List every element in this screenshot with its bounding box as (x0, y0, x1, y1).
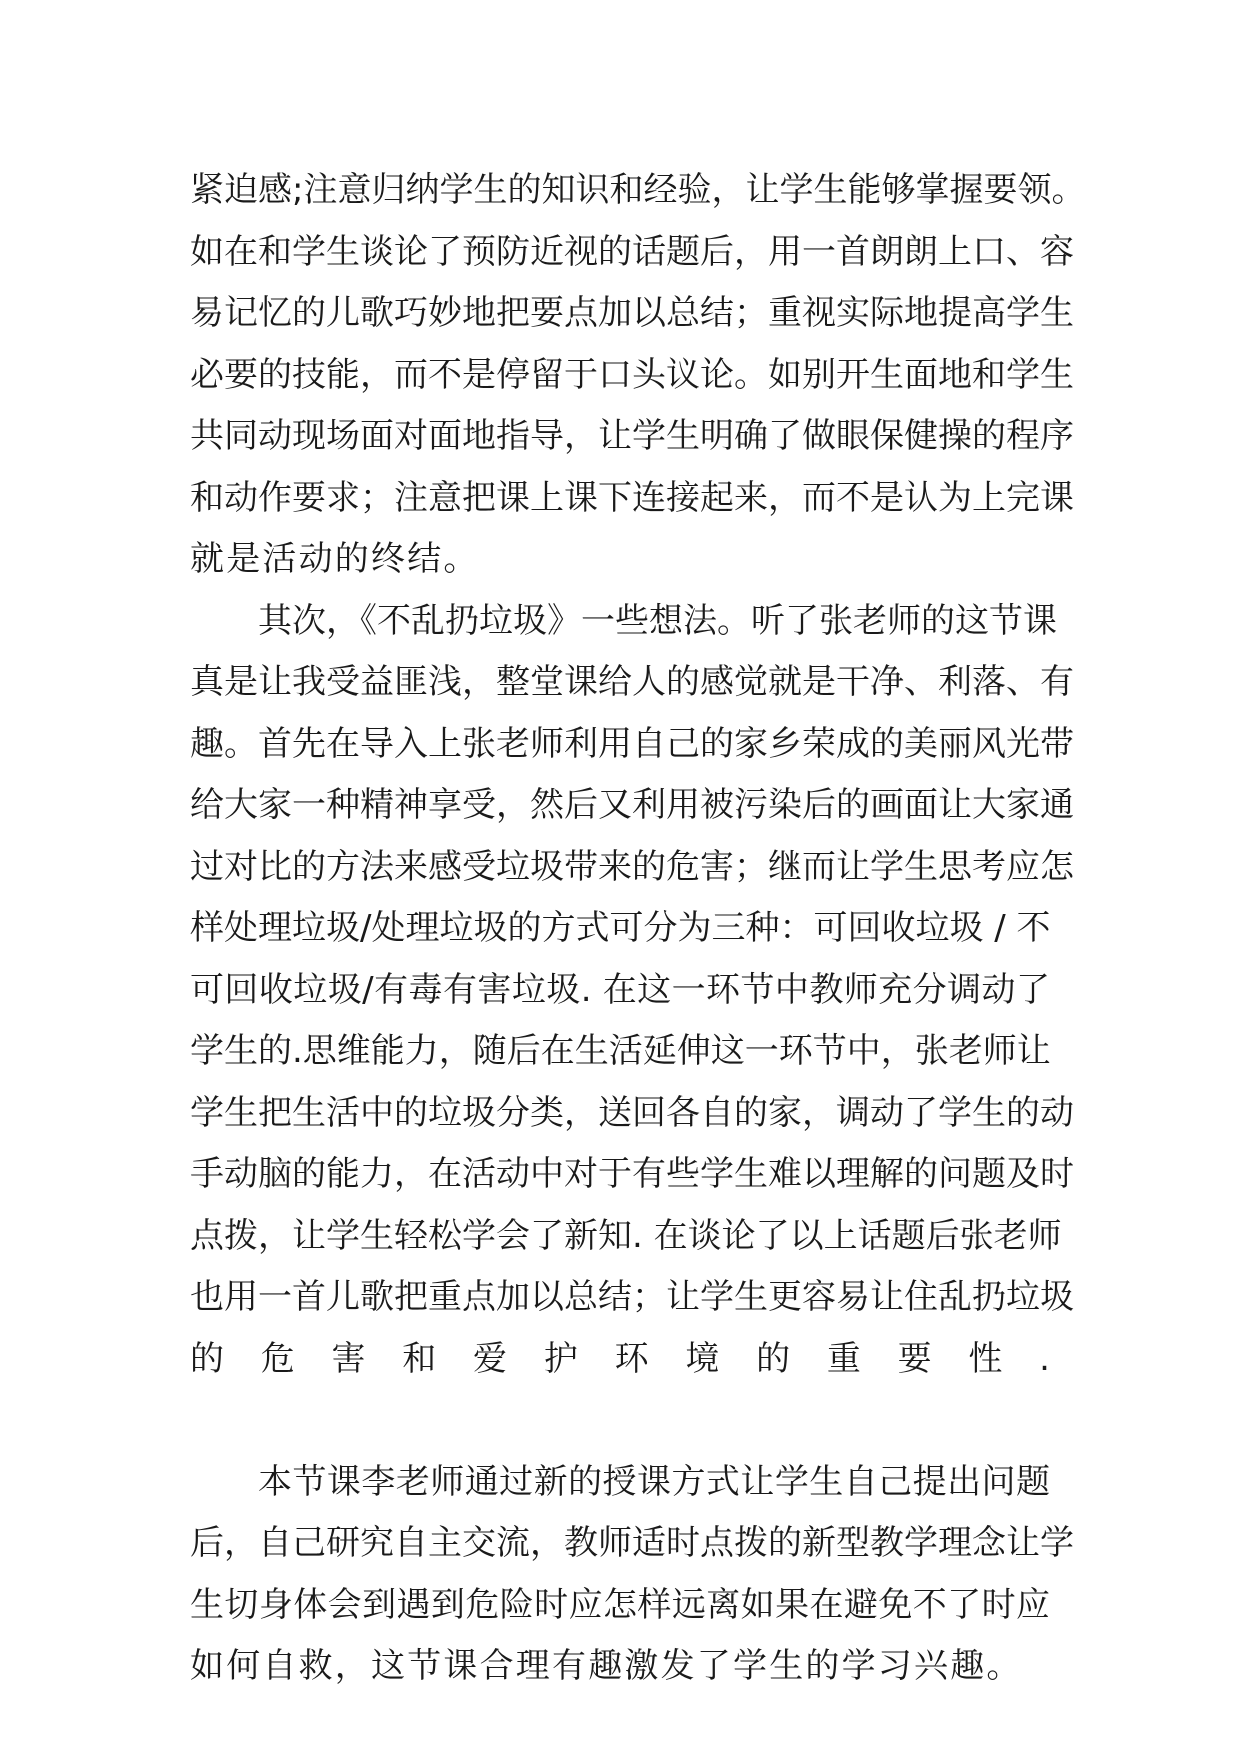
text-line: 点拨，让学生轻松学会了新知. 在谈论了以上话题后张老师 (190, 1215, 1062, 1256)
text-line: 共同动现场面对面地指导，让学生明确了做眼保健操的程序 (190, 416, 1074, 456)
text-line: 也用一首儿歌把重点加以总结；让学生更容易让住乱扔垃圾 (190, 1277, 1074, 1317)
text-line: 的危害和爱护环境的重要性. (190, 1338, 1050, 1379)
text-line: 样处理垃圾/处理垃圾的方式可分为三种：可回收垃圾 / 不 (190, 908, 1051, 948)
text-line: 可回收垃圾/有毒有害垃圾. 在这一环节中教师充分调动了 (190, 969, 1050, 1010)
text-line: 过对比的方法来感受垃圾带来的危害；继而让学生思考应怎 (190, 846, 1074, 887)
paragraph-2 (190, 591, 1074, 1452)
text-line: 趣。首先在导入上张老师利用自己的家乡荣成的美丽风光带 (190, 723, 1074, 764)
text-line: 给大家一种精神享受，然后又利用被污染后的画面让大家通 (190, 785, 1074, 825)
text-line: 学生把生活中的垃圾分类，送回各自的家，调动了学生的动 (190, 1092, 1074, 1133)
text-line: 如何自救，这节课合理有趣激发了学生的学习兴趣。 (190, 1646, 1023, 1686)
text-line: 本节课李老师通过新的授课方式让学生自己提出问题 (258, 1461, 1050, 1502)
paragraph-1 (190, 160, 1086, 591)
text-line: 必要的技能，而不是停留于口头议论。如别开生面地和学生 (190, 354, 1074, 395)
text-line: 和动作要求；注意把课上课下连接起来，而不是认为上完课 (190, 477, 1074, 518)
text-line: 后，自己研究自主交流，教师适时点拨的新型教学理念让学 (190, 1523, 1074, 1563)
text-line: 手动脑的能力，在活动中对于有些学生难以理解的问题及时 (190, 1154, 1074, 1194)
text-line: 生切身体会到遇到危险时应怎样远离如果在避免不了时应 (190, 1584, 1050, 1625)
text-line (190, 1390, 1050, 1452)
text-line: 学生的.思维能力，随后在生活延伸这一环节中，张老师让 (190, 1031, 1051, 1071)
paragraph-3 (190, 1452, 1074, 1698)
text-line: 如在和学生谈论了预防近视的话题后，用一首朗朗上口、容 (190, 231, 1074, 272)
text-line: 易记忆的儿歌巧妙地把要点加以总结；重视实际地提高学生 (190, 293, 1074, 333)
text-line: 就是活动的终结。 (190, 539, 480, 579)
document-body (190, 160, 1086, 1698)
text-line: 真是让我受益匪浅，整堂课给人的感觉就是干净、利落、有 (190, 662, 1074, 702)
text-line: 其次，《不乱扔垃圾》一些想法。听了张老师的这节课 (258, 600, 1057, 641)
text-line: 紧迫感;注意归纳学生的知识和经验，让学生能够掌握要领。 (190, 170, 1086, 210)
